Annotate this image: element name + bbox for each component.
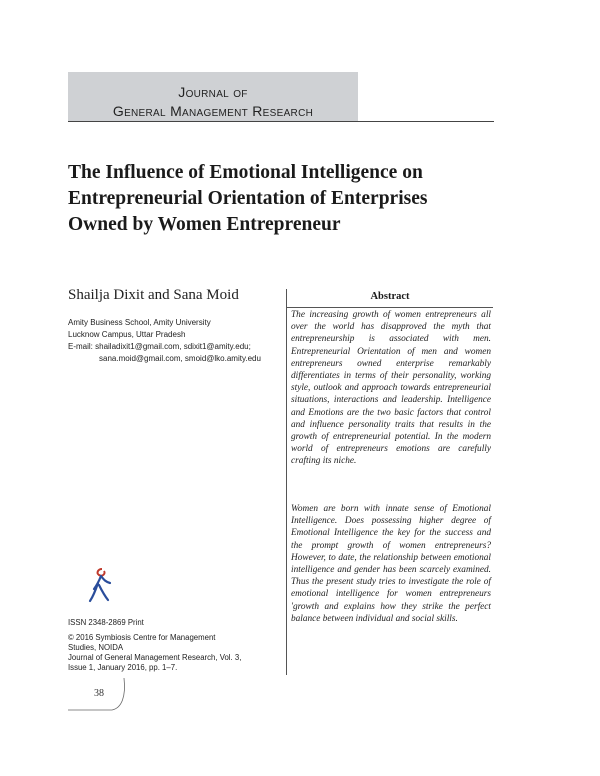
abstract-paragraph-2: Women are born with innate sense of Emotional Intelligence. Does possessing higher degree of Emotional Intelligence the key for the success and the prompt growth of women entrepreneurs? However, to date, the relationship between emotional intelligence and gender has been scarcely examined. Thus the present study tries to investigate the role of emotional intelligence for women entrepreneurs 'growth and explains how they strike the perfect balance between individual and social skills. [291, 504, 491, 624]
affiliation [68, 317, 261, 365]
abstract-heading: Abstract [370, 291, 410, 302]
title-line-2: Entrepreneurial Orientation of Enterprises [68, 188, 428, 209]
header-divider [68, 121, 494, 122]
publication-footer [68, 618, 241, 673]
affiliation-line-1: Amity Business School, Amity University [68, 318, 211, 327]
citation-line-2: Issue 1, January 2016, pp. 1–7. [68, 663, 178, 672]
affiliation-email-line-1: E-mail: shailadixit1@gmail.com, sdixit1@amity.edu; [68, 342, 251, 351]
article-title [68, 160, 488, 238]
affiliation-email-line-2: sana.moid@gmail.com, smoid@lko.amity.edu [99, 354, 261, 363]
symbiosis-logo-icon [88, 565, 118, 605]
logo-red-curl [98, 569, 105, 576]
copyright-line-1: © 2016 Symbiosis Centre for Management [68, 633, 216, 642]
abstract-paragraph-1: The increasing growth of women entrepreneurs all over the world has disapproved the myth that entrepreneurship is associated with men. Entrepreneurial Orientation of men and women entrepreneurs owned enterprise remarkably differentiates in terms of their personality, working style, outlook and approach towards entrepreneurial situations, interactions and leadership. Intelligence and Emotions are the two basic factors that control and influence personality traits that results in the growth of entrepreneurial potential. In the modern world of entrepreneurs emotions are carefully crafting its niche. [291, 310, 491, 467]
authors: Shailja Dixit and Sana Moid [68, 287, 239, 303]
issn: ISSN 2348-2869 Print [68, 618, 144, 627]
journal-name-line2: General Management Research [112, 103, 314, 119]
title-line-3: Owned by Women Entrepreneur [68, 214, 341, 235]
page-number: 38 [94, 688, 104, 699]
journal-name-line1: Journal of [178, 84, 248, 100]
abstract-divider [287, 307, 493, 308]
title-line-1: The Influence of Emotional Intelligence on [68, 162, 423, 183]
copyright-line-2: Studies, NOIDA [68, 643, 124, 652]
logo-blue-figure [90, 576, 110, 601]
abstract-panel [286, 289, 493, 675]
affiliation-line-2: Lucknow Campus, Uttar Pradesh [68, 330, 186, 339]
citation-line-1: Journal of General Management Research, Vol. 3, [68, 653, 242, 662]
